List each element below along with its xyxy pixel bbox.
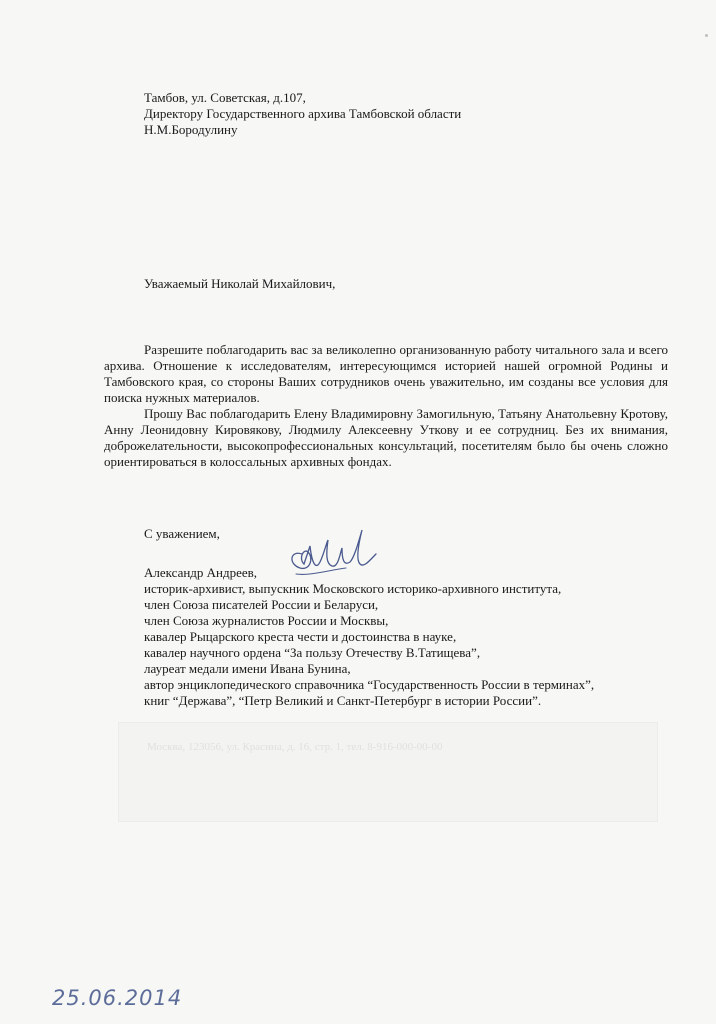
signature-block (144, 565, 594, 709)
handwritten-date: 25.06.2014 (52, 986, 183, 1010)
paragraph-2-text: Прошу Вас поблагодарить Елену Владимировну Замогильную, Татьяну Анатольевну Кротову, Анну Леонидовну Кировякову, Людмилу Алексеевну Уткову и ее сотрудниц. Без их внимания, доброжелательности, высокопрофессиональных консультаций, посетителям было бы очень сложно ориентироваться в колоссальных архивных фондах. (104, 406, 668, 469)
paragraph-2 (104, 406, 668, 470)
faded-contact-text: Москва, 123056, ул. Красина, д. 16, стр. 1, тел. 8-916-000-00-00 (147, 741, 443, 753)
scan-speck (705, 34, 708, 37)
author-credential: член Союза журналистов России и Москвы, (144, 613, 389, 628)
author-credential: кавалер научного ордена “За пользу Отечеству В.Татищева”, (144, 645, 481, 660)
author-credential: лауреат медали имени Ивана Бунина, (144, 661, 351, 676)
paragraph-1 (104, 342, 668, 406)
recipient-address: Тамбов, ул. Советская, д.107, (144, 90, 306, 105)
faded-contact-box (118, 722, 658, 822)
author-credential: кавалер Рыцарского креста чести и достоинства в науке, (144, 629, 457, 644)
author-credential: книг “Держава”, “Петр Великий и Санкт-Петербург в истории России”. (144, 693, 542, 708)
closing: С уважением, (144, 526, 220, 541)
salutation: Уважаемый Николай Михайлович, (144, 276, 336, 291)
author-credential: член Союза писателей России и Беларуси, (144, 597, 379, 612)
author-name: Александр Андреев, (144, 565, 258, 580)
paragraph-1-text: Разрешите поблагодарить вас за великолепно организованную работу читального зала и всего архива. Отношение к исследователям, интересующимся историей нашей огромной Родины и Тамбовского края, со стороны Ваших сотрудников очень уважительно, им созданы все условия для поиска нужных материалов. (104, 342, 668, 405)
author-credential: историк-архивист, выпускник Московского историко-архивного института, (144, 581, 562, 596)
recipient-name: Н.М.Бородулину (144, 122, 238, 137)
author-credential: автор энциклопедического справочника “Государственность России в терминах”, (144, 677, 595, 692)
recipient-title: Директору Государственного архива Тамбовской области (144, 106, 462, 121)
